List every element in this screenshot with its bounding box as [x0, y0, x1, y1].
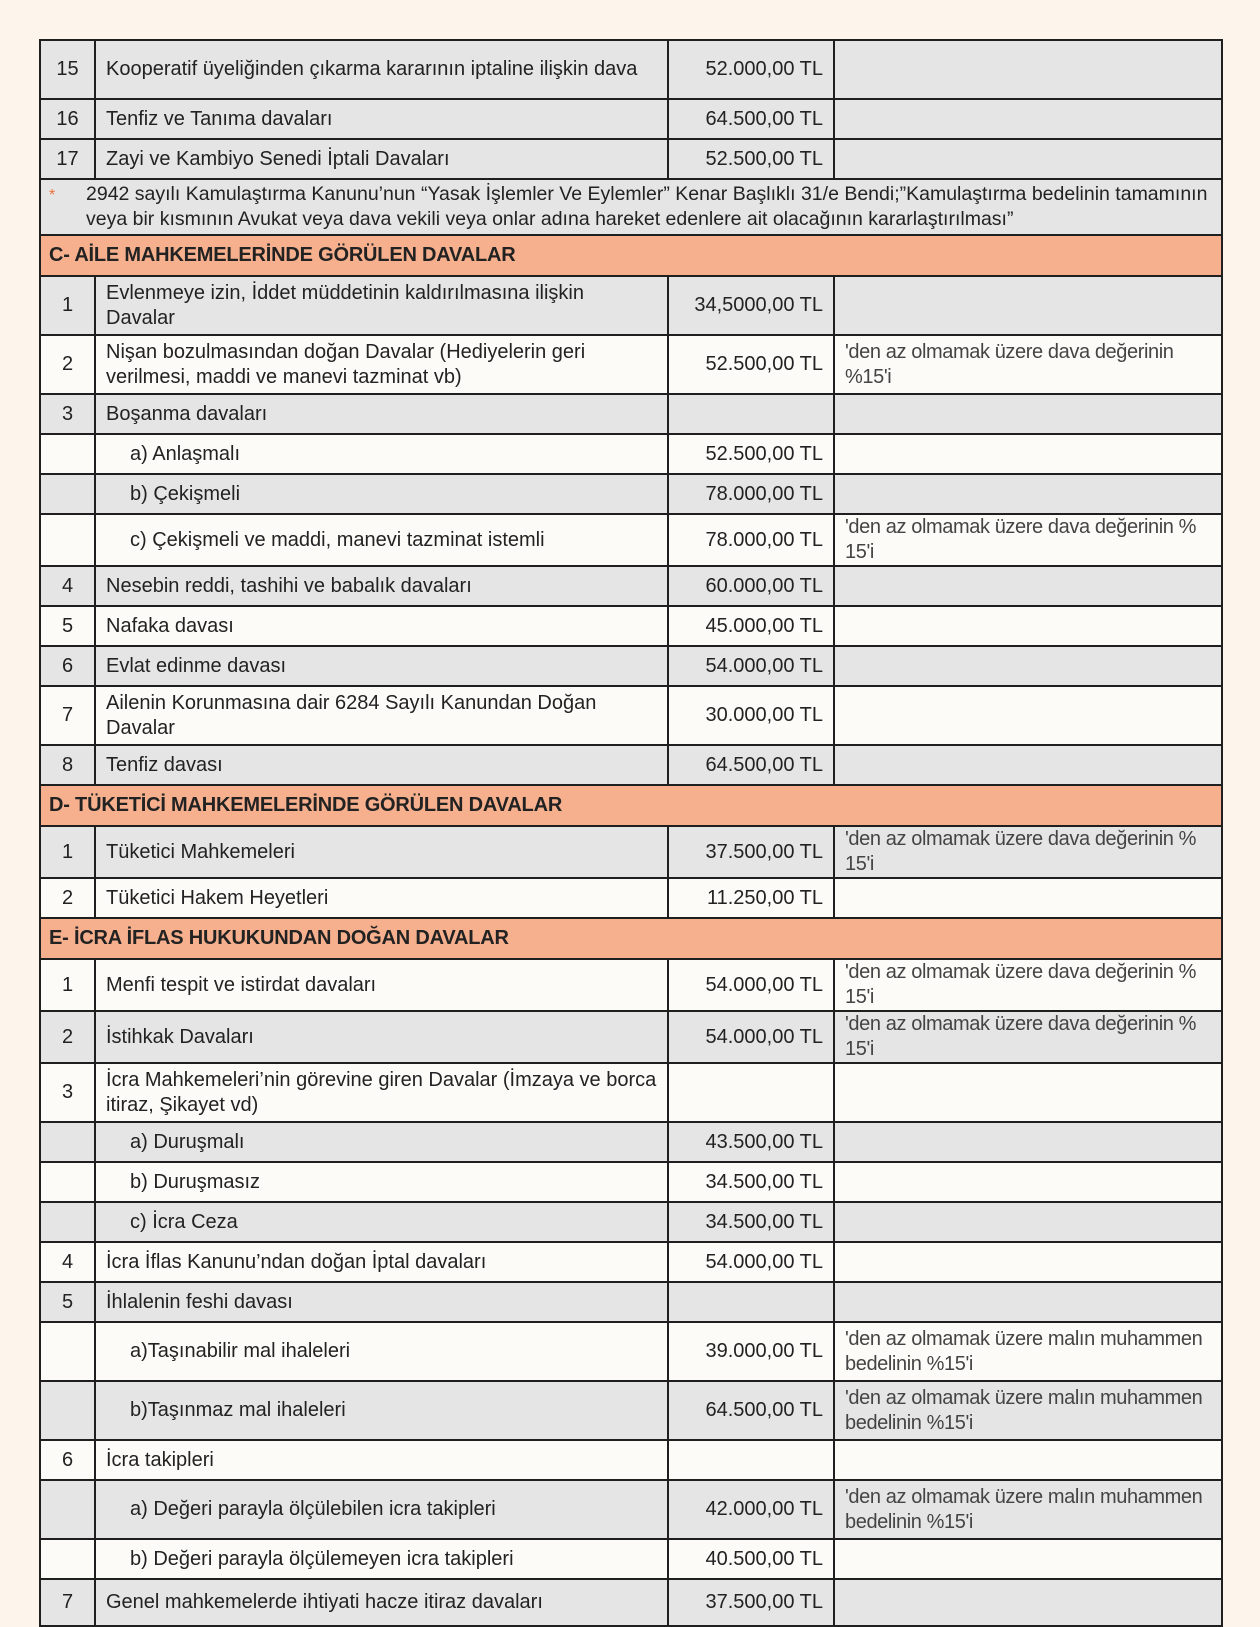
row-amount: 11.250,00 TL — [668, 878, 834, 918]
fee-table — [39, 39, 1223, 1627]
row-number: 1 — [40, 959, 95, 1011]
row-description: Nesebin reddi, tashihi ve babalık davaları — [95, 566, 668, 606]
row-number: 17 — [40, 139, 95, 179]
row-number — [40, 514, 95, 566]
table-row — [40, 826, 1222, 878]
table-row — [40, 566, 1222, 606]
table-row — [40, 1122, 1222, 1162]
row-amount: 34.500,00 TL — [668, 1162, 834, 1202]
row-amount: 78.000,00 TL — [668, 514, 834, 566]
row-amount: 37.500,00 TL — [668, 826, 834, 878]
table-row — [40, 1322, 1222, 1381]
row-description: b) Çekişmeli — [95, 474, 668, 514]
row-number — [40, 1122, 95, 1162]
row-number: 15 — [40, 40, 95, 99]
footnote-marker: * — [49, 187, 56, 204]
row-note: 'den az olmamak üzere malın muhammen bedelinin %15'i — [834, 1480, 1222, 1539]
row-note — [834, 646, 1222, 686]
row-number — [40, 1539, 95, 1579]
row-amount: 42.000,00 TL — [668, 1480, 834, 1539]
row-note: 'den az olmamak üzere dava değerinin % 15'i — [834, 514, 1222, 566]
row-number — [40, 1322, 95, 1381]
row-description: Nişan bozulmasından doğan Davalar (Hediyelerin geri verilmesi, maddi ve manevi tazminat vb) — [95, 335, 668, 394]
row-note — [834, 474, 1222, 514]
row-description: Genel mahkemelerde ihtiyati hacze itiraz davaları — [95, 1579, 668, 1626]
row-description: İcra Mahkemeleri’nin görevine giren Davalar (İmzaya ve borca itiraz, Şikayet vd) — [95, 1063, 668, 1122]
table-row — [40, 1162, 1222, 1202]
row-amount: 54.000,00 TL — [668, 959, 834, 1011]
table-row — [40, 1202, 1222, 1242]
row-number: 5 — [40, 1282, 95, 1322]
row-description: İstihkak Davaları — [95, 1011, 668, 1063]
row-amount: 34.500,00 TL — [668, 1202, 834, 1242]
row-number — [40, 1202, 95, 1242]
row-number: 2 — [40, 878, 95, 918]
row-note — [834, 1122, 1222, 1162]
section-title: D- TÜKETİCİ MAHKEMELERİNDE GÖRÜLEN DAVALAR — [40, 785, 1222, 826]
row-description: c) İcra Ceza — [95, 1202, 668, 1242]
table-row — [40, 276, 1222, 335]
row-number: 2 — [40, 335, 95, 394]
table-row — [40, 1011, 1222, 1063]
row-amount: 60.000,00 TL — [668, 566, 834, 606]
row-note — [834, 1579, 1222, 1626]
row-note — [834, 139, 1222, 179]
row-amount: 54.000,00 TL — [668, 1011, 834, 1063]
row-number: 6 — [40, 1440, 95, 1480]
row-amount: 54.000,00 TL — [668, 646, 834, 686]
row-amount: 52.500,00 TL — [668, 335, 834, 394]
section-title: C- AİLE MAHKEMELERİNDE GÖRÜLEN DAVALAR — [40, 235, 1222, 276]
row-note — [834, 1202, 1222, 1242]
row-description: İhlalenin feshi davası — [95, 1282, 668, 1322]
row-amount: 30.000,00 TL — [668, 686, 834, 745]
table-row — [40, 606, 1222, 646]
row-amount: 37.500,00 TL — [668, 1579, 834, 1626]
row-number — [40, 1381, 95, 1440]
row-amount — [668, 1282, 834, 1322]
row-note — [834, 1162, 1222, 1202]
row-note — [834, 99, 1222, 139]
row-number: 7 — [40, 686, 95, 745]
row-description: İcra takipleri — [95, 1440, 668, 1480]
row-description: a) Anlaşmalı — [95, 434, 668, 474]
row-amount: 43.500,00 TL — [668, 1122, 834, 1162]
table-row — [40, 1381, 1222, 1440]
row-note: 'den az olmamak üzere dava değerinin %15'i — [834, 335, 1222, 394]
table-row — [40, 878, 1222, 918]
row-description: Evlenmeye izin, İddet müddetinin kaldırılmasına ilişkin Davalar — [95, 276, 668, 335]
table-row — [40, 335, 1222, 394]
table-row — [40, 1579, 1222, 1626]
table-row — [40, 394, 1222, 434]
row-note — [834, 1282, 1222, 1322]
table-row — [40, 1063, 1222, 1122]
row-amount: 54.000,00 TL — [668, 1242, 834, 1282]
row-description: b) Duruşmasız — [95, 1162, 668, 1202]
row-number: 2 — [40, 1011, 95, 1063]
table-row — [40, 40, 1222, 99]
row-note — [834, 606, 1222, 646]
row-note: 'den az olmamak üzere dava değerinin % 15'i — [834, 1011, 1222, 1063]
row-note: 'den az olmamak üzere malın muhammen bedelinin %15'i — [834, 1322, 1222, 1381]
row-amount: 64.500,00 TL — [668, 1381, 834, 1440]
row-description: a) Değeri parayla ölçülebilen icra takipleri — [95, 1480, 668, 1539]
row-note — [834, 686, 1222, 745]
row-amount: 52.000,00 TL — [668, 40, 834, 99]
table-row — [40, 1282, 1222, 1322]
footnote-row — [40, 179, 1222, 235]
row-amount: 64.500,00 TL — [668, 745, 834, 785]
row-amount: 52.500,00 TL — [668, 434, 834, 474]
row-note: 'den az olmamak üzere dava değerinin % 15'i — [834, 959, 1222, 1011]
row-number — [40, 1162, 95, 1202]
row-amount — [668, 1063, 834, 1122]
row-amount: 39.000,00 TL — [668, 1322, 834, 1381]
row-note: 'den az olmamak üzere malın muhammen bedelinin %15'i — [834, 1381, 1222, 1440]
row-note — [834, 1440, 1222, 1480]
row-note — [834, 1242, 1222, 1282]
row-description: İcra İflas Kanunu’ndan doğan İptal davaları — [95, 1242, 668, 1282]
table-row — [40, 1480, 1222, 1539]
row-description: Kooperatif üyeliğinden çıkarma kararının iptaline ilişkin dava — [95, 40, 668, 99]
row-number: 1 — [40, 276, 95, 335]
row-description: c) Çekişmeli ve maddi, manevi tazminat istemli — [95, 514, 668, 566]
row-amount: 45.000,00 TL — [668, 606, 834, 646]
row-description: Tüketici Hakem Heyetleri — [95, 878, 668, 918]
row-number: 1 — [40, 826, 95, 878]
table-row — [40, 646, 1222, 686]
table-row — [40, 686, 1222, 745]
row-number: 4 — [40, 1242, 95, 1282]
footnote — [40, 179, 1222, 235]
row-description: Tenfiz ve Tanıma davaları — [95, 99, 668, 139]
row-amount: 40.500,00 TL — [668, 1539, 834, 1579]
table-row — [40, 139, 1222, 179]
row-note — [834, 434, 1222, 474]
row-description: a) Duruşmalı — [95, 1122, 668, 1162]
row-amount — [668, 1440, 834, 1480]
row-note — [834, 276, 1222, 335]
row-number: 3 — [40, 394, 95, 434]
row-description: Zayi ve Kambiyo Senedi İptali Davaları — [95, 139, 668, 179]
table-row — [40, 514, 1222, 566]
row-amount — [668, 394, 834, 434]
row-number — [40, 1480, 95, 1539]
row-amount: 52.500,00 TL — [668, 139, 834, 179]
row-note — [834, 1539, 1222, 1579]
row-description: b)Taşınmaz mal ihaleleri — [95, 1381, 668, 1440]
row-number — [40, 474, 95, 514]
table-row — [40, 1539, 1222, 1579]
row-amount: 64.500,00 TL — [668, 99, 834, 139]
row-note — [834, 878, 1222, 918]
row-description: Ailenin Korunmasına dair 6284 Sayılı Kanundan Doğan Davalar — [95, 686, 668, 745]
table-row — [40, 1242, 1222, 1282]
row-note — [834, 566, 1222, 606]
section-header-e — [40, 918, 1222, 959]
row-description: Evlat edinme davası — [95, 646, 668, 686]
row-note — [834, 394, 1222, 434]
table-row — [40, 434, 1222, 474]
table-row — [40, 745, 1222, 785]
section-header-d — [40, 785, 1222, 826]
row-note — [834, 745, 1222, 785]
row-number: 4 — [40, 566, 95, 606]
row-number: 8 — [40, 745, 95, 785]
row-description: Boşanma davaları — [95, 394, 668, 434]
row-note: 'den az olmamak üzere dava değerinin % 15'i — [834, 826, 1222, 878]
row-description: Menfi tespit ve istirdat davaları — [95, 959, 668, 1011]
row-description: a)Taşınabilir mal ihaleleri — [95, 1322, 668, 1381]
section-header-c — [40, 235, 1222, 276]
row-note — [834, 1063, 1222, 1122]
table-row — [40, 959, 1222, 1011]
row-note — [834, 40, 1222, 99]
table-row — [40, 99, 1222, 139]
row-number: 6 — [40, 646, 95, 686]
table-row — [40, 1440, 1222, 1480]
section-title: E- İCRA İFLAS HUKUKUNDAN DOĞAN DAVALAR — [40, 918, 1222, 959]
row-number: 16 — [40, 99, 95, 139]
footnote-text: 2942 sayılı Kamulaştırma Kanunu’nun “Yasak İşlemler Ve Eylemler” Kenar Başlıklı 31/e Bendi;”Kamulaştırma bedelinin tamamının veya bir kısmının Avukat veya dava vekili veya onlar adına hareket edenlere ait olacağının kararlaştırılması” — [86, 183, 1208, 230]
row-number — [40, 434, 95, 474]
row-description: Nafaka davası — [95, 606, 668, 646]
row-amount: 34,5000,00 TL — [668, 276, 834, 335]
row-description: Tüketici Mahkemeleri — [95, 826, 668, 878]
table-row — [40, 474, 1222, 514]
row-number: 5 — [40, 606, 95, 646]
row-description: Tenfiz davası — [95, 745, 668, 785]
row-number: 7 — [40, 1579, 95, 1626]
row-number: 3 — [40, 1063, 95, 1122]
row-description: b) Değeri parayla ölçülemeyen icra takipleri — [95, 1539, 668, 1579]
row-amount: 78.000,00 TL — [668, 474, 834, 514]
